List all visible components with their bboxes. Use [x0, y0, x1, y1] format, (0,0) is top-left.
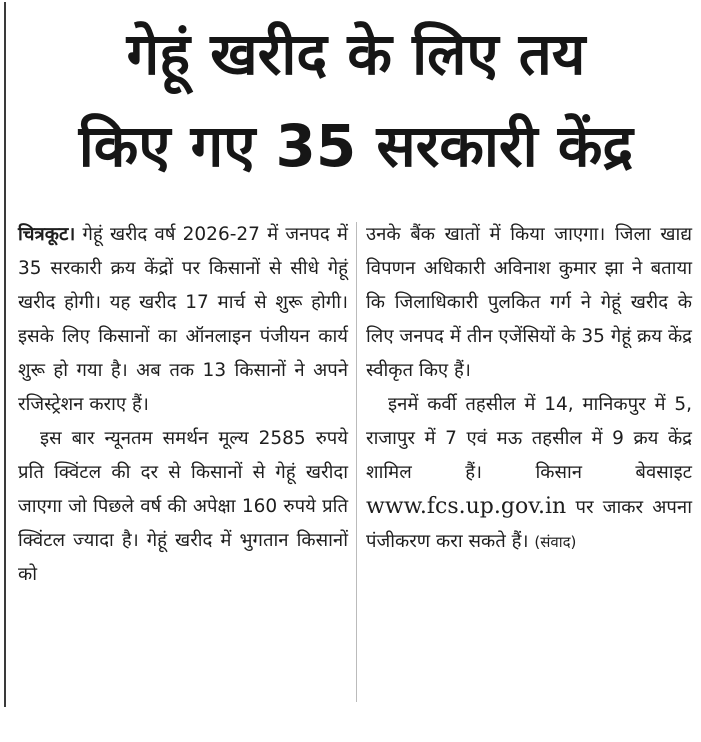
- paragraph-3-text: इनमें कर्वी तहसील में 14, मानिकपुर में 5, राजापुर में 7 एवं मऊ तहसील में 9 क्रय केंद्र शामिल हैं। किसान बेवसाइट: [366, 394, 692, 483]
- dateline: चित्रकूट।: [18, 224, 76, 245]
- credit: (संवाद): [534, 533, 577, 551]
- website-url: www.fcs.up.gov.in: [366, 494, 567, 519]
- paragraph-1: [18, 218, 348, 422]
- paragraph-3-end: पर जाकर अपना पंजीकरण करा सकते हैं।: [366, 497, 692, 552]
- paragraph-1-text: गेहूं खरीद वर्ष 2026-27 में जनपद में 35 सरकारी क्रय केंद्रों पर किसानों से सीधे गेहूं खरीद होगी। यह खरीद 17 मार्च से शुरू होगी। इसके लिए किसानों का ऑनलाइन पंजीयन कार्य शुरू हो गया है। अब तक 13 किसानों ने अपने रजिस्ट्रेशन कराए हैं।: [18, 224, 348, 415]
- left-border-rule: [4, 2, 6, 707]
- paragraph-2-start: [18, 422, 348, 592]
- article-column-right: [366, 218, 692, 559]
- headline-line-1: गेहूं खरीद के लिए तय: [126, 20, 586, 88]
- column-divider: [356, 222, 357, 702]
- headline-line-2: किए गए 35 सरकारी केंद्र: [78, 112, 634, 180]
- article-column-left: [18, 218, 348, 592]
- paragraph-2-text-right: उनके बैंक खातों में किया जाएगा। जिला खाद्य विपणन अधिकारी अविनाश कुमार झा ने बताया कि जिलाधिकारी पुलकित गर्ग ने गेहूं खरीद के लिए जनपद में तीन एजेंसियों के 35 गेहूं क्रय केंद्र स्वीकृत किए हैं।: [366, 224, 692, 381]
- headline: [14, 8, 698, 192]
- paragraph-2-continued: [366, 218, 692, 388]
- paragraph-3: [366, 388, 692, 559]
- paragraph-2-text-left: इस बार न्यूनतम समर्थन मूल्य 2585 रुपये प्रति क्विंटल की दर से किसानों से गेहूं खरीदा जाएगा जो पिछले वर्ष की अपेक्षा 160 रुपये प्रति क्विंटल ज्यादा है। गेहूं खरीद में भुगतान किसानों को: [18, 428, 348, 585]
